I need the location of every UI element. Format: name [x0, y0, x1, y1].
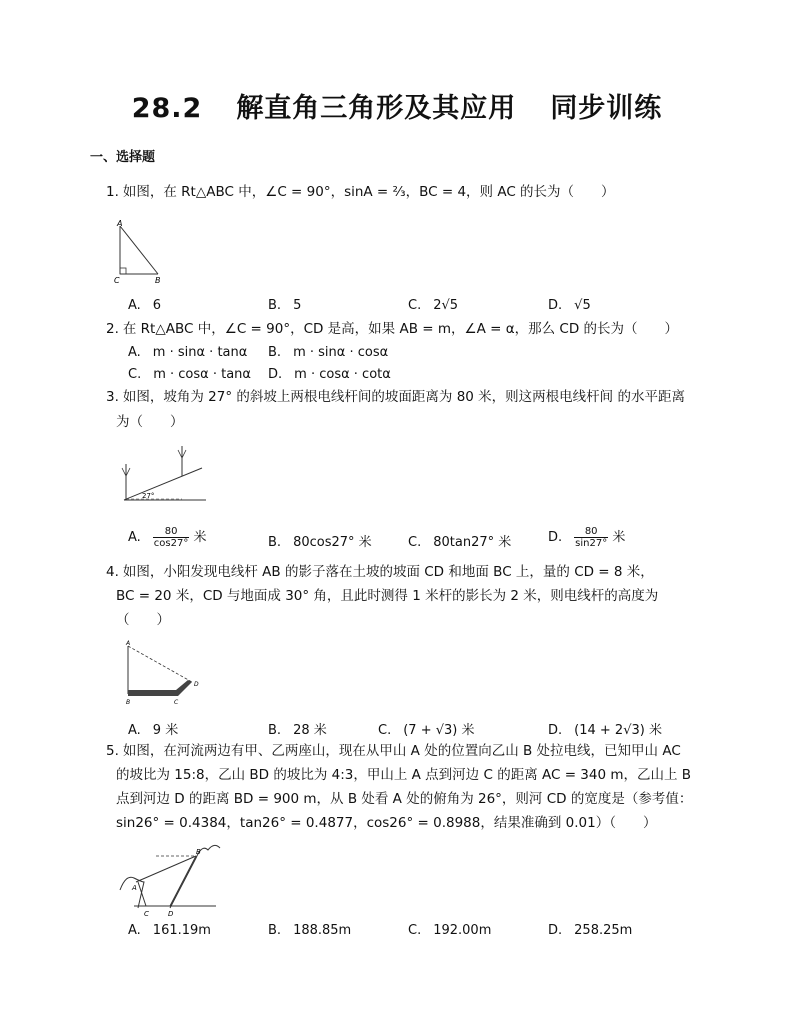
- option-label: C.: [378, 723, 392, 738]
- option-label: D.: [548, 723, 563, 738]
- numerator: 80: [153, 526, 190, 538]
- option-text: m · cosα · cotα: [294, 367, 391, 382]
- option-text: 2√5: [433, 298, 459, 313]
- option-label: C.: [408, 535, 422, 550]
- title-suffix: 同步训练: [550, 93, 663, 124]
- q2-option-b[interactable]: [268, 345, 388, 360]
- option-text: 28 米: [293, 723, 327, 738]
- vertex-b-label: B: [155, 276, 161, 285]
- option-label: D.: [268, 367, 283, 382]
- option-text: 258.25m: [574, 923, 633, 938]
- question-5-line2: 的坡比为 15:8，乙山 BD 的坡比为 4:3，甲山上 A 点到河边 C 的距离 AC = 340 m，乙山上 B: [116, 767, 692, 783]
- section-heading: 一、选择题: [90, 150, 156, 165]
- question-1: [106, 180, 615, 205]
- q3-option-d[interactable]: [548, 526, 625, 549]
- question-number: 4.: [106, 564, 119, 580]
- question-3-continued: 为（ ）: [116, 414, 184, 430]
- option-text: 6: [152, 298, 162, 313]
- vertex-c-label: C: [144, 910, 149, 918]
- q5-option-c[interactable]: [408, 923, 491, 938]
- option-label: C.: [408, 923, 422, 938]
- q5-mountains-figure: [116, 838, 226, 918]
- title-topic: 解直角三角形及其应用: [236, 93, 517, 124]
- question-2: [106, 317, 678, 342]
- q3-option-c[interactable]: [408, 531, 511, 550]
- question-4-line3: （ ）: [116, 612, 170, 628]
- q3-option-b[interactable]: [268, 531, 372, 550]
- option-label: A.: [128, 923, 141, 938]
- option-text: √5: [574, 298, 591, 313]
- option-text: m · cosα · tanα: [153, 367, 251, 382]
- question-text: 如图，坡角为 27° 的斜坡上两根电线杆间的坡面距离为 80 米，则这两根电线杆间 的水平距离: [122, 389, 685, 405]
- q1-option-a[interactable]: [128, 298, 161, 313]
- option-text: 5: [293, 298, 302, 313]
- vertex-b-label: B: [126, 699, 131, 706]
- option-label: B.: [268, 535, 282, 550]
- q5-option-d[interactable]: [548, 923, 632, 938]
- question-5: [106, 739, 681, 764]
- q3-slope-figure: [116, 440, 212, 508]
- q1-option-c[interactable]: [408, 298, 458, 313]
- question-4: [106, 560, 654, 585]
- question-5-line4: sin26° = 0.4384，tan26° = 0.4877，cos26° = 0.8988，结果准确到 0.01）（ ）: [116, 815, 657, 831]
- q4-pole-figure: [120, 638, 210, 708]
- slope-angle-label: 27°: [142, 492, 155, 500]
- option-text: 192.00m: [433, 923, 492, 938]
- q4-option-b[interactable]: [268, 719, 327, 738]
- question-4-line2: BC = 20 米，CD 与地面成 30° 角，且此时测得 1 米杆的影长为 2 米，则电线杆的高度为: [116, 588, 659, 604]
- option-label: D.: [548, 923, 563, 938]
- q1-option-d[interactable]: [548, 298, 591, 313]
- option-label: A.: [128, 345, 141, 360]
- fraction: [153, 526, 190, 549]
- option-text: 9 米: [152, 723, 179, 738]
- option-text: 80tan27° 米: [433, 535, 512, 550]
- option-text: 188.85m: [293, 923, 352, 938]
- question-text: 如图，在河流两边有甲、乙两座山，现在从甲山 A 处的位置向乙山 B 处拉电线，已知甲山 AC: [122, 743, 681, 759]
- q2-option-d[interactable]: [268, 367, 391, 382]
- q5-option-a[interactable]: [128, 923, 211, 938]
- vertex-c-label: C: [114, 276, 120, 285]
- vertex-a-label: A: [126, 640, 131, 647]
- option-label: A.: [128, 530, 141, 545]
- fraction: [574, 526, 608, 549]
- option-label: B.: [268, 298, 282, 313]
- option-label: D.: [548, 530, 563, 545]
- question-text: 如图，在 Rt△ABC 中，∠C = 90°，sinA = ⅔，BC = 4，则 AC 的长为（ ）: [122, 184, 615, 200]
- option-label: C.: [408, 298, 422, 313]
- q3-option-a[interactable]: [128, 526, 207, 549]
- title-number: 28.2: [131, 93, 203, 124]
- option-unit: 米: [612, 530, 626, 545]
- denominator: cos27°: [153, 538, 189, 549]
- option-text: m · sinα · cosα: [293, 345, 389, 360]
- question-text: 在 Rt△ABC 中，∠C = 90°，CD 是高，如果 AB = m，∠A = α，那么 CD 的长为（ ）: [122, 321, 679, 337]
- option-text: m · sinα · tanα: [152, 345, 248, 360]
- q4-option-d[interactable]: [548, 719, 662, 738]
- vertex-a-label: A: [117, 219, 123, 228]
- option-text: 161.19m: [152, 923, 211, 938]
- option-text: 80cos27° 米: [293, 535, 372, 550]
- vertex-d-label: D: [194, 681, 199, 688]
- option-label: A.: [128, 298, 141, 313]
- page-title: [0, 86, 794, 125]
- vertex-a-label: A: [132, 884, 137, 892]
- q1-triangle-figure: [110, 218, 170, 288]
- question-number: 1.: [106, 184, 119, 200]
- q5-option-b[interactable]: [268, 923, 351, 938]
- q2-option-a[interactable]: [128, 345, 247, 360]
- q1-option-b[interactable]: [268, 298, 301, 313]
- q4-option-a[interactable]: [128, 719, 178, 738]
- denominator: sin27°: [575, 538, 608, 549]
- option-label: D.: [548, 298, 563, 313]
- option-label: B.: [268, 923, 282, 938]
- option-label: A.: [128, 723, 141, 738]
- option-label: C.: [128, 367, 142, 382]
- option-label: B.: [268, 723, 282, 738]
- question-number: 3.: [106, 389, 119, 405]
- numerator: 80: [574, 526, 608, 538]
- vertex-b-label: B: [196, 848, 201, 856]
- q4-option-c[interactable]: [378, 719, 474, 738]
- option-text: (14 + 2√3) 米: [574, 723, 662, 738]
- vertex-c-label: C: [174, 699, 179, 706]
- question-3: [106, 385, 685, 410]
- q2-option-c[interactable]: [128, 367, 251, 382]
- question-number: 2.: [106, 321, 119, 337]
- question-text: 如图，小阳发现电线杆 AB 的影子落在土坡的坡面 CD 和地面 BC 上，量的 CD = 8 米，: [122, 564, 654, 580]
- option-unit: 米: [193, 530, 207, 545]
- option-text: (7 + √3) 米: [403, 723, 475, 738]
- question-number: 5.: [106, 743, 119, 759]
- option-label: B.: [268, 345, 282, 360]
- vertex-d-label: D: [168, 910, 174, 918]
- question-5-line3: 点到河边 D 的距离 BD = 900 m，从 B 处看 A 处的俯角为 26°，则河 CD 的宽度是（参考值：: [116, 791, 693, 807]
